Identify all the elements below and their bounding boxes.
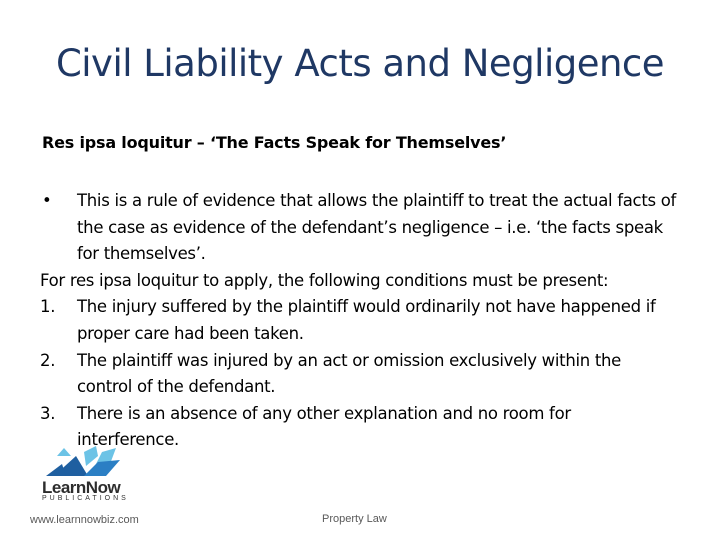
logo-name: LearnNow (42, 478, 121, 497)
condition-line: There is an absence of any other explanation and no room for (77, 403, 571, 423)
condition-line: proper care had been taken. (77, 323, 304, 343)
condition-item (40, 294, 690, 347)
bullet-line: This is a rule of evidence that allows the plaintiff to treat the actual facts of (77, 191, 677, 210)
logo-subtitle: PUBLICATIONS (42, 495, 129, 502)
condition-text (77, 401, 690, 454)
condition-number: 1. (40, 297, 56, 317)
conditions-intro: For res ipsa loquitur to apply, the following conditions must be present: (40, 270, 609, 290)
condition-line: interference. (77, 430, 180, 450)
footer-url: www.learnnowbiz.com (30, 514, 139, 526)
slide-subtitle: Res ipsa loquitur – ‘The Facts Speak for Themselves’ (42, 133, 507, 152)
slide-title: Civil Liability Acts and Negligence (55, 42, 665, 85)
slide-body (40, 188, 690, 454)
condition-text (77, 294, 690, 347)
bullet-line: the case as evidence of the defendant’s negligence – i.e. ‘the facts speak (77, 217, 663, 237)
bullet-text (77, 188, 690, 268)
condition-number: 3. (40, 403, 56, 423)
condition-text (77, 348, 690, 401)
condition-number: 2. (40, 350, 56, 370)
footer-center-text: Property Law (322, 513, 387, 525)
bullet-line: for themselves’. (77, 244, 206, 264)
condition-line: The plaintiff was injured by an act or omission exclusively within the (77, 350, 622, 370)
bullet-marker: • (42, 191, 52, 210)
condition-item (40, 348, 690, 401)
condition-line: control of the defendant. (77, 377, 276, 397)
condition-line: The injury suffered by the plaintiff would ordinarily not have happened if (77, 297, 656, 317)
bullet-item (40, 188, 690, 268)
